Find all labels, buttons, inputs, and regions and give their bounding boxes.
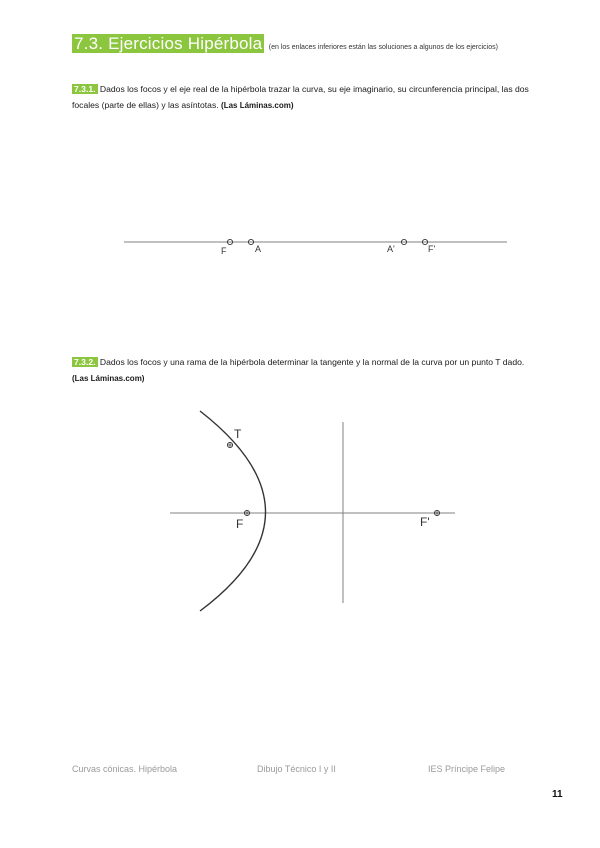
exercise-2-number: 7.3.2.	[74, 357, 96, 367]
hyperbola-branch	[200, 411, 266, 611]
exercise-1-text: Dados los focos y el eje real de la hipérbola trazar la curva, su eje imaginario, su circunferencia principal, las dos focales (parte de ellas) y las asíntotas.	[72, 84, 529, 110]
page-header	[72, 36, 542, 55]
label-f2: F'	[420, 515, 430, 529]
exercise-2-figure	[0, 400, 600, 615]
exercise-2-text: Dados los focos y una rama de la hipérbola determinar la tangente y la normal de la curva por un punto T dado.	[99, 357, 525, 367]
exercise-2-statement	[72, 354, 542, 387]
exercise-1-number: 7.3.1.	[74, 84, 96, 94]
footer-center: Dibujo Técnico I y II	[257, 764, 336, 774]
point-t	[227, 442, 232, 447]
label-a: A	[255, 244, 262, 254]
title-note: (en los enlaces inferiores están las soluciones a algunos de los ejercicios)	[268, 44, 498, 51]
label-f2: F'	[428, 244, 436, 254]
focus-f-point	[244, 510, 249, 515]
exercise-2-source: (Las Láminas.com)	[72, 374, 145, 383]
label-t: T	[234, 427, 242, 441]
page-number: 11	[552, 789, 563, 800]
label-f: F	[221, 246, 227, 256]
footer-right: IES Príncipe Felipe	[428, 764, 506, 774]
label-f: F	[236, 517, 244, 531]
focus-f2-point	[434, 510, 439, 515]
exercise-1-statement	[72, 81, 542, 114]
label-a2: A'	[387, 244, 395, 254]
exercise-1-figure	[0, 225, 600, 265]
exercise-1-source: (Las Láminas.com)	[221, 101, 294, 110]
footer-left: Curvas cónicas. Hipérbola	[72, 764, 178, 774]
page-title: 7.3. Ejercicios Hipérbola	[74, 34, 263, 53]
